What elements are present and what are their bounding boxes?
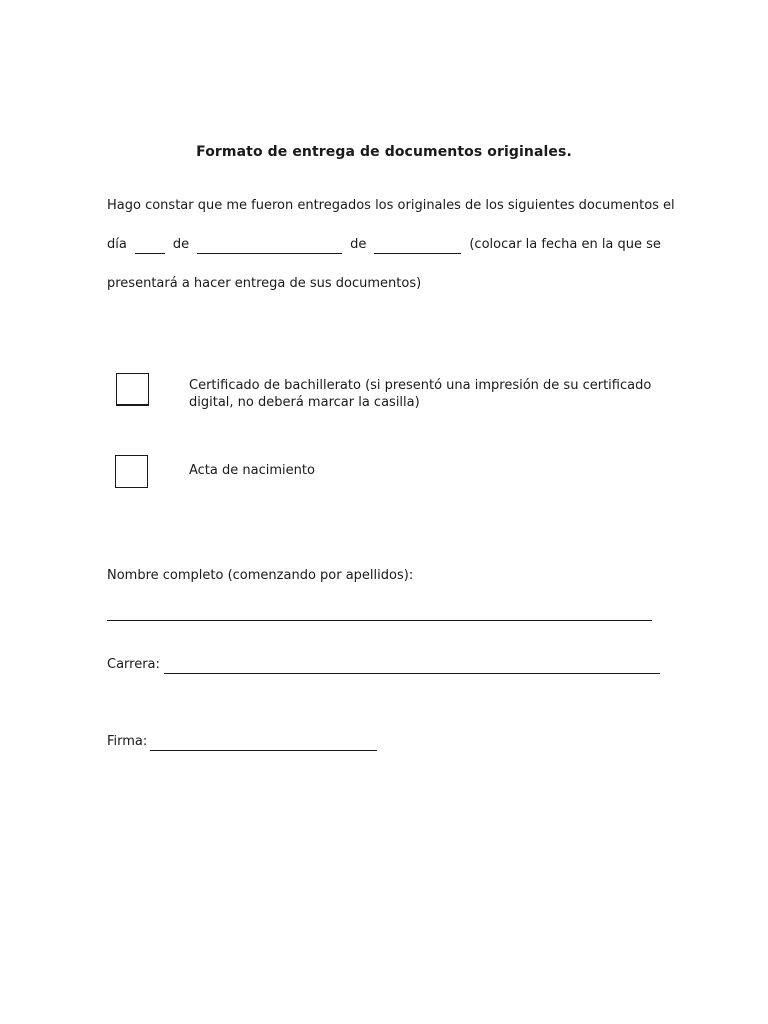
carrera-row — [107, 656, 660, 674]
day-blank[interactable] — [135, 241, 165, 254]
document-title: Formato de entrega de documentos originales. — [196, 144, 572, 160]
firma-label: Firma: — [107, 734, 148, 749]
intro-line-3: presentará a hacer entrega de sus documentos) — [107, 276, 422, 291]
word-de-1: de — [172, 237, 190, 252]
checkbox-label-certificado-bachillerato: Certificado de bachillerato (si presentó una impresión de su certificado digital, no deberá marcar la casilla) — [189, 378, 652, 410]
year-blank[interactable] — [374, 241, 461, 254]
intro-line-1: Hago constar que me fueron entregados los originales de los siguientes documentos el — [107, 198, 675, 213]
date-line — [107, 236, 661, 254]
firma-row — [107, 733, 377, 751]
checkbox-acta-nacimiento[interactable] — [115, 455, 148, 488]
checkbox-label-acta-nacimiento: Acta de nacimiento — [189, 463, 315, 478]
word-dia: día — [107, 237, 127, 252]
carrera-field[interactable] — [164, 660, 660, 674]
carrera-label: Carrera: — [107, 657, 160, 672]
month-blank[interactable] — [197, 241, 342, 254]
nombre-completo-field[interactable] — [107, 620, 652, 621]
nombre-completo-label: Nombre completo (comenzando por apellidos): — [107, 568, 414, 583]
checkbox-certificado-bachillerato[interactable] — [116, 373, 149, 406]
firma-field[interactable] — [150, 737, 377, 751]
date-instruction: (colocar la fecha en la que se — [469, 237, 661, 252]
word-de-2: de — [350, 237, 367, 252]
